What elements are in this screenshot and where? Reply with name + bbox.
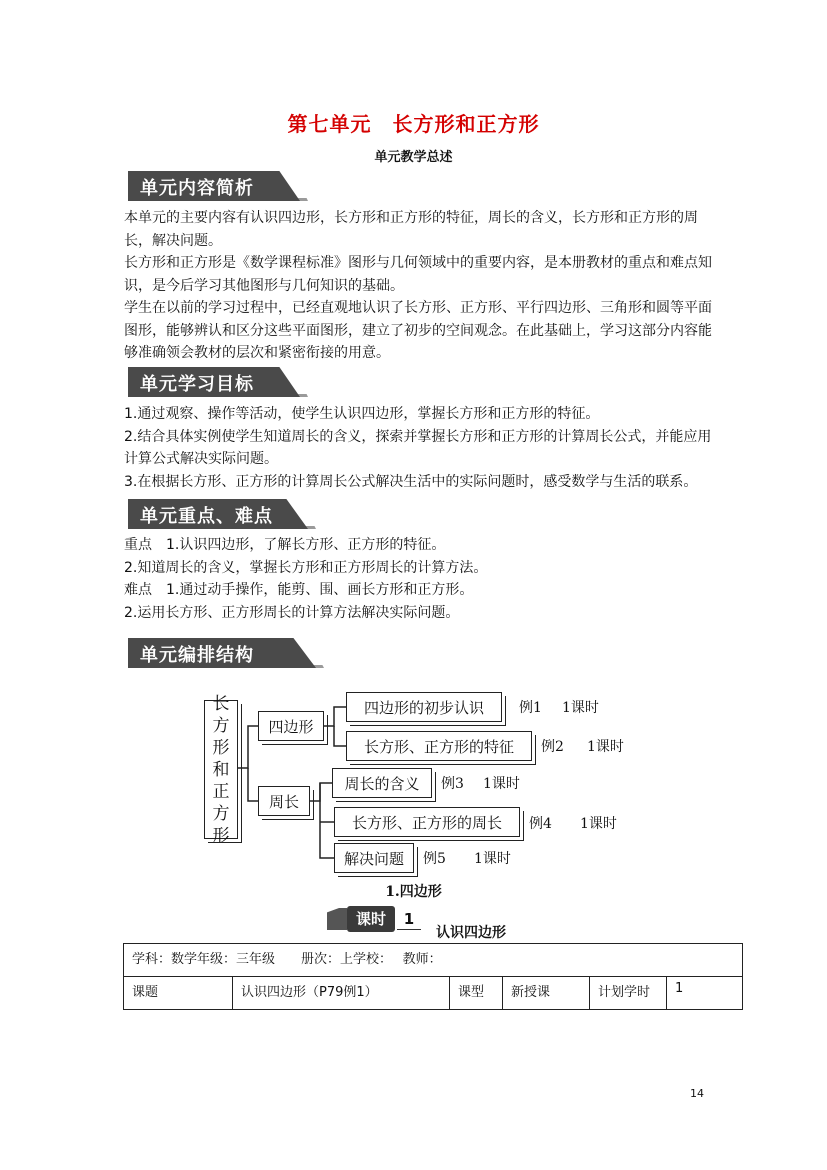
root-char: 形 (212, 737, 230, 758)
diagram-branch-perimeter: 周长 (258, 786, 310, 816)
section-banner-structure (128, 638, 324, 668)
table-cell: 课题 (124, 977, 233, 1010)
page-title: 第七单元 长方形和正方形 (287, 112, 540, 136)
diagram-leaf: 长方形、正方形的特征 (346, 731, 532, 761)
diagram-leaf: 周长的含义 (332, 768, 432, 798)
goal-list (124, 403, 724, 493)
diagram-leaf: 长方形、正方形的周长 (334, 807, 520, 837)
root-char: 方 (212, 803, 230, 824)
list-item: 2.结合具体实例使学生知道周长的含义，探索并掌握长方形和正方形的计算周长公式，并能应用计算公式解决实际问题。 (124, 428, 712, 467)
list-item: 2.知道周长的含义，掌握长方形和正方形周长的计算方法。 (124, 559, 488, 576)
section-heading: 单元内容简析 (140, 178, 254, 199)
lesson-section-title: 1.四边形 (385, 884, 442, 900)
content-paragraphs (124, 207, 714, 365)
list-item: 2.运用长方形、正方形周长的计算方法解决实际问题。 (124, 604, 460, 621)
diagram-hours: 1课时 (580, 816, 617, 832)
page-number: 14 (690, 1087, 704, 1100)
diagram-root-box (204, 693, 238, 846)
lesson-badge (327, 906, 423, 932)
paragraph: 长方形和正方形是《数学课程标准》图形与几何领域中的重要内容，是本册教材的重点和难点知识，是今后学习其他图形与几何知识的基础。 (124, 255, 712, 294)
diagram-hours: 1课时 (562, 700, 599, 716)
diagram-leaf: 四边形的初步认识 (346, 692, 502, 722)
diagram-hours: 1课时 (474, 851, 511, 867)
lesson-info-table (123, 943, 743, 1010)
diagram-leaf: 解决问题 (334, 843, 414, 873)
section-heading: 单元学习目标 (140, 374, 254, 395)
section-heading: 单元重点、难点 (140, 506, 273, 527)
root-char: 和 (212, 759, 230, 780)
book-icon (327, 908, 347, 930)
table-cell: 计划学时 (590, 977, 667, 1010)
section-heading: 单元编排结构 (140, 645, 254, 666)
lesson-title: 认识四边形 (436, 925, 506, 941)
table-cell: 认识四边形（P79例1） (233, 977, 450, 1010)
badge-number: 1 (397, 909, 421, 930)
table-row (124, 977, 743, 1010)
table-row (124, 944, 743, 977)
root-char: 方 (212, 715, 230, 736)
diagram-hours: 1课时 (483, 776, 520, 792)
table-cell: 课型 (450, 977, 503, 1010)
badge-label: 课时 (347, 906, 395, 932)
diagram-example: 例1 (519, 700, 542, 716)
table-cell: 1 (667, 977, 743, 1010)
section-banner-goals (128, 367, 308, 397)
diagram-example: 例2 (541, 739, 564, 755)
list-item: 3.在根据长方形、正方形的计算周长公式解决生活中的实际问题时，感受数学与生活的联系。 (124, 473, 698, 490)
root-char: 正 (212, 781, 230, 802)
table-cell: 学科：数学年级：三年级 册次：上学校： 教师： (124, 944, 743, 977)
section-banner-content (128, 171, 308, 201)
page-subtitle: 单元教学总述 (374, 150, 453, 165)
root-char: 长 (212, 693, 230, 714)
root-char: 形 (212, 825, 230, 846)
list-item: 难点 1.通过动手操作，能剪、围、画长方形和正方形。 (124, 582, 474, 598)
diagram-example: 例4 (529, 816, 552, 832)
diagram-hours: 1课时 (587, 739, 624, 755)
list-item: 1.通过观察、操作等活动，使学生认识四边形，掌握长方形和正方形的特征。 (124, 406, 600, 422)
table-cell: 新授课 (503, 977, 590, 1010)
diagram-example: 例5 (423, 851, 446, 867)
key-point-list (124, 534, 714, 624)
list-item: 重点 1.认识四边形，了解长方形、正方形的特征。 (124, 537, 446, 553)
section-banner-key-points (128, 499, 316, 529)
diagram-branch-quadrilateral: 四边形 (258, 711, 324, 741)
paragraph: 学生在以前的学习过程中，已经直观地认识了长方形、正方形、平行四边形、三角形和圆等平面图形，能够辨认和区分这些平面图形，建立了初步的空间观念。在此基础上，学习这部分内容能够准确领会教材的层次和紧密衔接的用意。 (124, 300, 712, 361)
diagram-example: 例3 (441, 776, 464, 792)
paragraph: 本单元的主要内容有认识四边形，长方形和正方形的特征，周长的含义，长方形和正方形的周长，解决问题。 (124, 210, 698, 249)
